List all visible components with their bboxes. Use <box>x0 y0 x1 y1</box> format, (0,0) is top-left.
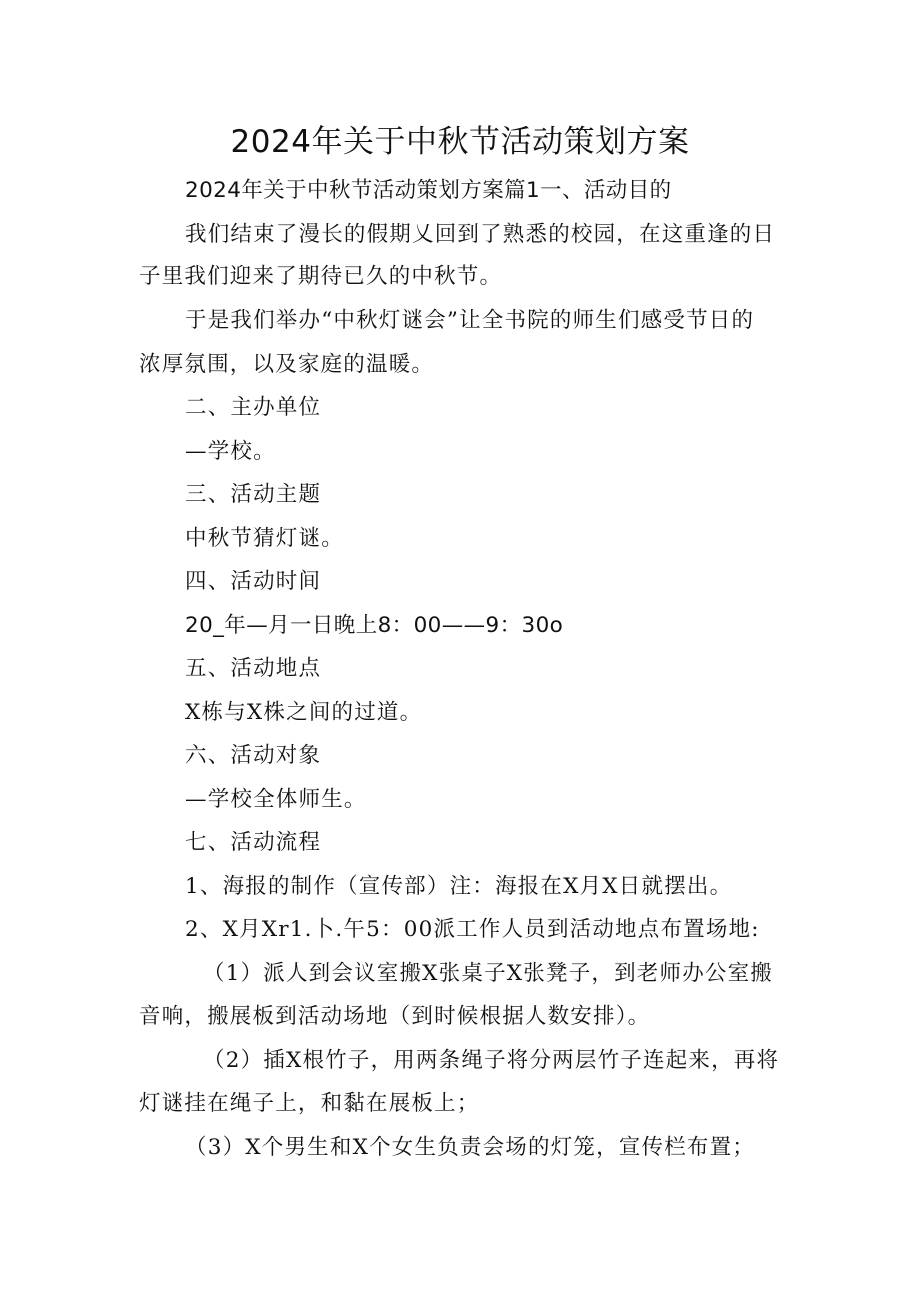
paragraph-line: 灯谜挂在绳子上，和黏在展板上； <box>139 1091 480 1116</box>
section-heading-time: 四、活动时间 <box>185 569 322 594</box>
paragraph-line: （3）X个男生和X个女生负责会场的灯笼，宣传栏布置； <box>185 1135 755 1160</box>
section-heading-organizer: 二、主办单位 <box>185 395 322 420</box>
paragraph-line: —学校全体师生。 <box>185 787 367 812</box>
paragraph-line: （1）派人到会议室搬X张桌子X张凳子，到老师办公室搬 <box>203 961 773 986</box>
section-heading-purpose: 2024年关于中秋节活动策划方案篇1一、活动目的 <box>185 178 672 203</box>
paragraph-line: 20_年—月一日晚上8：00——9：30o <box>185 613 564 638</box>
paragraph-line: 我们结束了漫长的假期乂回到了熟悉的校园，在这重逢的日 <box>185 222 776 247</box>
paragraph-line: 音响，搬展板到活动场地（到时候根据人数安排）。 <box>139 1004 651 1029</box>
document-title: 2024年关于中秋节活动策划方案 <box>230 124 690 160</box>
section-heading-audience: 六、活动对象 <box>185 743 322 768</box>
paragraph-line: 浓厚氛围，以及家庭的温暖。 <box>139 352 435 377</box>
paragraph-line: 子里我们迎来了期待已久的中秋节。 <box>139 264 503 289</box>
paragraph-line: —学校。 <box>185 439 276 464</box>
paragraph-line: 1、海报的制作（宣传部）注：海报在X月X日就摆出。 <box>185 874 733 899</box>
paragraph-line: 2、X月Xr1.卜.午5：00派工作人员到活动地点布置场地: <box>185 917 760 942</box>
paragraph-line: （2）插X根竹子，用两条绳子将分两层竹子连起来，再将 <box>203 1048 780 1073</box>
paragraph-line: X栋与X株之间的过道。 <box>185 700 423 725</box>
section-heading-location: 五、活动地点 <box>185 656 322 681</box>
paragraph-line: 于是我们举办“中秋灯谜会”让全书院的师生们感受节日的 <box>185 308 755 333</box>
paragraph-line: 中秋节猜灯谜。 <box>185 526 344 551</box>
section-heading-theme: 三、活动主题 <box>185 482 322 507</box>
section-heading-process: 七、活动流程 <box>185 830 322 855</box>
